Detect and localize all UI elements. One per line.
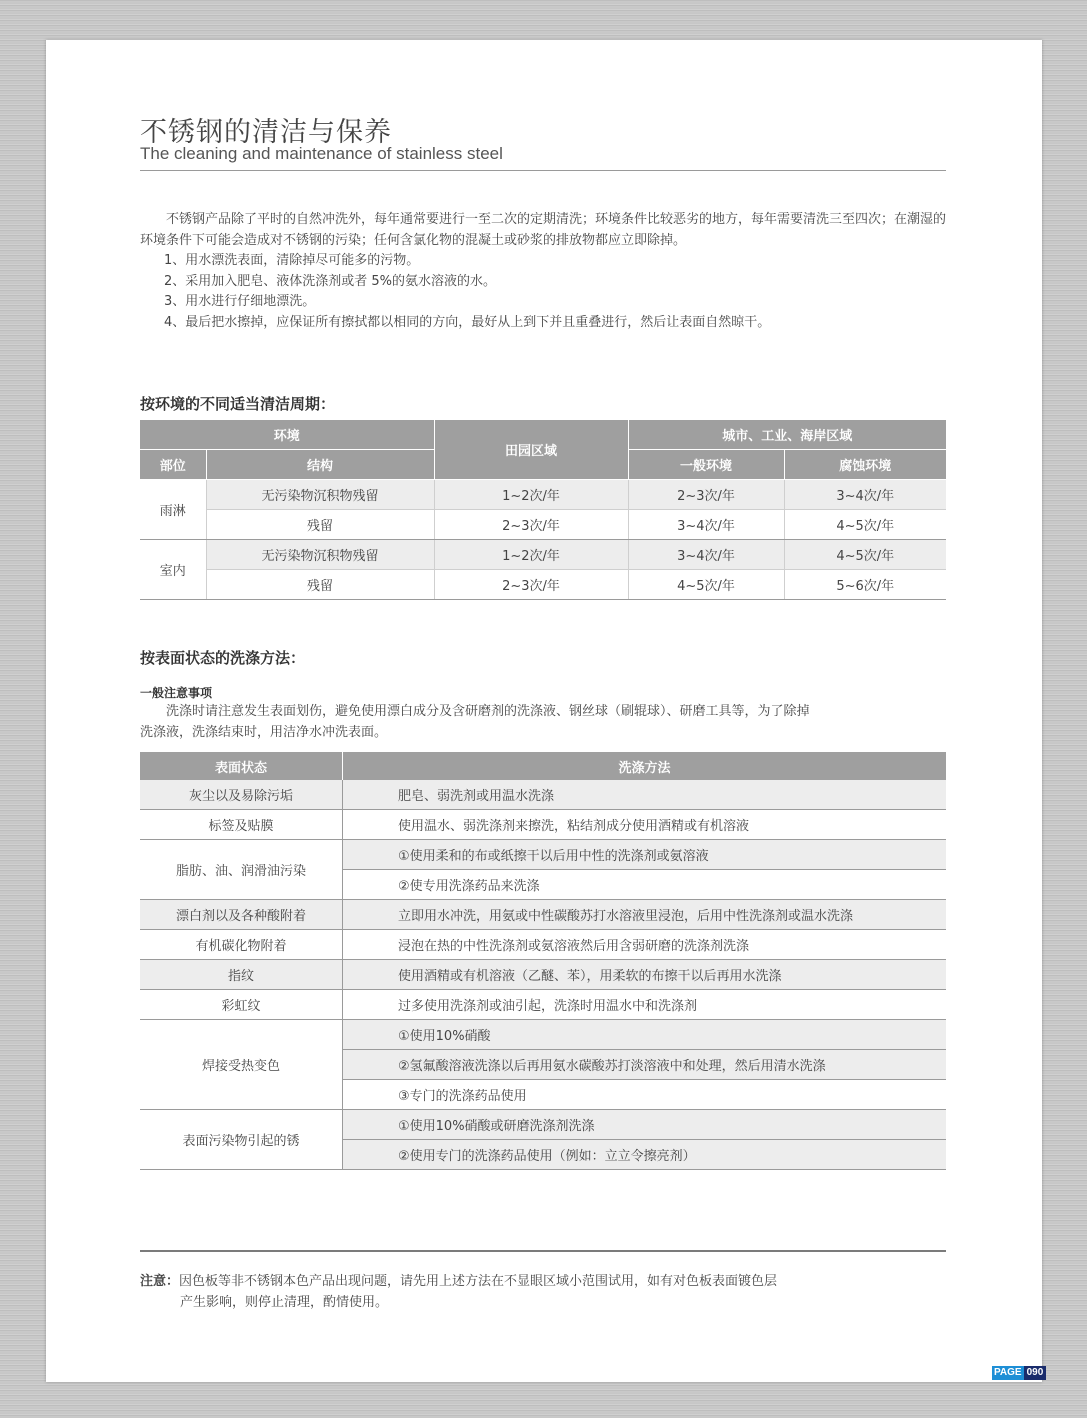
table-row	[140, 900, 946, 930]
notes-text: 洗涤时请注意发生表面划伤，避免使用漂白成分及含研磨剂的洗涤液、钢丝球（刷辊球）、研磨工具等，为了除掉洗涤液，洗涤结束时，用洁净水冲洗表面。	[140, 704, 810, 740]
title-divider	[140, 170, 946, 171]
state-cell: 标签及贴膜	[140, 810, 343, 840]
header-part: 部位	[140, 450, 206, 480]
intro-step: 4、最后把水擦掉，应保证所有擦拭都以相同的方向，最好从上到下并且重叠进行，然后让表面自然晾干。	[164, 314, 771, 330]
page-title: 不锈钢的清洁与保养	[140, 117, 392, 148]
method-cell: ②使专用洗涤药品来洗涤	[343, 870, 947, 900]
structure-cell: 残留	[206, 570, 434, 600]
notes-title: 一般注意事项	[140, 686, 213, 700]
corrosive-cell: 3~4次/年	[784, 480, 946, 510]
page-number-badge	[992, 1366, 1046, 1380]
table-row	[140, 840, 946, 870]
footnote-label: 注意：	[140, 1274, 180, 1289]
state-cell: 指纹	[140, 960, 343, 990]
state-cell: 脂肪、油、润滑油污染	[140, 840, 343, 900]
footnote-continuation: 产生影响，则停止清理，酌情使用。	[180, 1295, 389, 1310]
corrosive-cell: 4~5次/年	[784, 540, 946, 570]
table-row	[140, 1020, 946, 1050]
method-section-title: 按表面状态的洗涤方法：	[140, 649, 306, 667]
general-cell: 2~3次/年	[628, 480, 784, 510]
table-row	[140, 540, 946, 570]
page-number: 090	[1024, 1366, 1047, 1380]
header-state: 表面状态	[140, 752, 343, 780]
method-cell: ②氢氟酸溶液洗涤以后再用氨水碳酸苏打淡溶液中和处理，然后用清水洗涤	[343, 1050, 947, 1080]
corrosive-cell: 5~6次/年	[784, 570, 946, 600]
state-cell: 彩虹纹	[140, 990, 343, 1020]
rural-cell: 2~3次/年	[434, 570, 628, 600]
page-subtitle: The cleaning and maintenance of stainless steel	[140, 144, 503, 163]
table-row	[140, 990, 946, 1020]
part-cell: 室内	[140, 540, 206, 600]
method-cell: ②使用专门的洗涤药品使用（例如：立立令擦亮剂）	[343, 1140, 947, 1170]
intro-paragraph: 不锈钢产品除了平时的自然冲洗外，每年通常要进行一至二次的定期清洗；环境条件比较恶劣的地方，每年需要清洗三至四次；在潮湿的环境条件下可能会造成对不锈钢的污染；任何含氯化物的混凝土或砂浆的排放物都应立即除掉。	[140, 212, 947, 248]
page-label: PAGE	[994, 1367, 1022, 1378]
header-general: 一般环境	[628, 450, 784, 480]
structure-cell: 无污染物沉积物残留	[206, 480, 434, 510]
method-cell: 肥皂、弱洗剂或用温水洗涤	[343, 780, 947, 810]
table-row	[140, 1110, 946, 1140]
method-cell: ①使用10%硝酸或研磨洗涤剂洗涤	[343, 1110, 947, 1140]
state-cell: 灰尘以及易除污垢	[140, 780, 343, 810]
footnote-line	[140, 1271, 820, 1292]
structure-cell: 残留	[206, 510, 434, 540]
part-cell: 雨淋	[140, 480, 206, 540]
structure-cell: 无污染物沉积物残留	[206, 540, 434, 570]
method-cell: 使用温水、弱洗涤剂来擦洗，粘结剂成分使用酒精或有机溶液	[343, 810, 947, 840]
page-sheet	[46, 40, 1042, 1382]
footnote	[140, 1271, 820, 1313]
method-cell: ①使用柔和的布或纸擦干以后用中性的洗涤剂或氨溶液	[343, 840, 947, 870]
intro-step: 1、用水漂洗表面，清除掉尽可能多的污物。	[164, 253, 420, 268]
state-cell: 漂白剂以及各种酸附着	[140, 900, 343, 930]
method-cell: 立即用水冲洗，用氨或中性碳酸苏打水溶液里浸泡，后用中性洗涤剂或温水洗涤	[343, 900, 947, 930]
method-cell: ③专门的洗涤药品使用	[343, 1080, 947, 1110]
method-cell: 浸泡在热的中性洗涤剂或氨溶液然后用含弱研磨的洗涤剂洗涤	[343, 930, 947, 960]
cleaning-cycle-table	[140, 420, 946, 600]
table-row	[140, 510, 946, 540]
method-cell: 过多使用洗涤剂或油引起，洗涤时用温水中和洗涤剂	[343, 990, 947, 1020]
corrosive-cell: 4~5次/年	[784, 510, 946, 540]
table-row	[140, 960, 946, 990]
footer-divider	[140, 1250, 946, 1252]
washing-method-table	[140, 752, 946, 1170]
table-row	[140, 930, 946, 960]
table-row	[140, 780, 946, 810]
state-cell: 表面污染物引起的锈	[140, 1110, 343, 1170]
rural-cell: 2~3次/年	[434, 510, 628, 540]
table-row	[140, 810, 946, 840]
header-rural: 田园区域	[434, 420, 628, 480]
header-environment: 环境	[140, 420, 434, 450]
header-urban: 城市、工业、海岸区域	[628, 420, 946, 450]
rural-cell: 1~2次/年	[434, 540, 628, 570]
cycle-section-title: 按环境的不同适当清洁周期：	[140, 395, 336, 413]
general-cell: 3~4次/年	[628, 540, 784, 570]
table-row	[140, 570, 946, 600]
footnote-text: 因色板等非不锈钢本色产品出现问题，请先用上述方法在不显眼区域小范围试用，如有对色板表面镀色层	[179, 1274, 778, 1289]
notes-body	[140, 701, 820, 743]
method-cell: 使用酒精或有机溶液（乙醚、苯），用柔软的布擦干以后再用水洗涤	[343, 960, 947, 990]
intro-step: 2、采用加入肥皂、液体洗涤剂或者 5%的氨水溶液的水。	[164, 273, 497, 289]
intro-section	[140, 210, 946, 333]
header-structure: 结构	[206, 450, 434, 480]
general-cell: 3~4次/年	[628, 510, 784, 540]
header-corrosive: 腐蚀环境	[784, 450, 946, 480]
table-row	[140, 480, 946, 510]
method-cell: ①使用10%硝酸	[343, 1020, 947, 1050]
general-cell: 4~5次/年	[628, 570, 784, 600]
rural-cell: 1~2次/年	[434, 480, 628, 510]
header-method: 洗涤方法	[343, 752, 947, 780]
intro-step: 3、用水进行仔细地漂洗。	[164, 294, 316, 309]
state-cell: 焊接受热变色	[140, 1020, 343, 1110]
state-cell: 有机碳化物附着	[140, 930, 343, 960]
